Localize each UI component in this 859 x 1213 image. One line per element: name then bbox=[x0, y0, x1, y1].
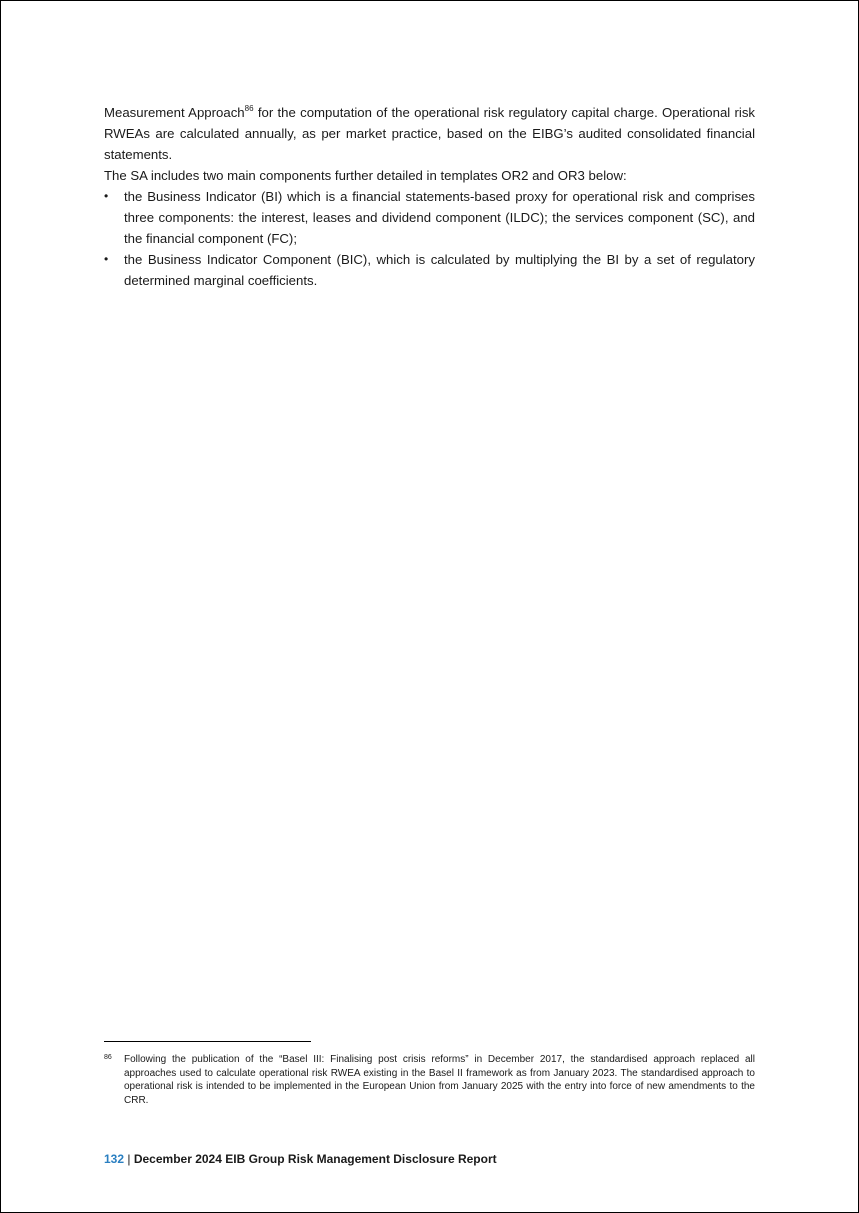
footnote-divider bbox=[104, 1041, 311, 1042]
bullet-item bbox=[104, 186, 755, 249]
paragraph1-rest: for the computation of the operational risk regulatory capital charge. Operational risk RWEAs are calculated annually, as per market practice, based on the EIBG’s audited consolidated financial statements. bbox=[104, 105, 756, 162]
footnote-text: Following the publication of the “Basel III: Finalising post crisis reforms” in December 2017, the standardised approach replaced all approaches used to calculate operational risk RWEA existing in the Basel II framework as from January 2023. The standardised approach to operational risk is intended to be implemented in the European Union from January 2025 with the entry into force of new amendments to the CRR. bbox=[124, 1054, 755, 1106]
bullet-text: the Business Indicator Component (BIC), which is calculated by multiplying the BI by a set of regulatory determined marginal coefficients. bbox=[124, 252, 755, 288]
page-footer bbox=[104, 1152, 497, 1166]
bullet-list bbox=[104, 186, 755, 291]
bullet-icon: • bbox=[104, 189, 109, 203]
footer-title: December 2024 EIB Group Risk Management Disclosure Report bbox=[133, 1152, 497, 1166]
footnote bbox=[104, 1053, 755, 1107]
page-number: 132 bbox=[104, 1152, 125, 1166]
paragraph1-lead: Measurement Approach bbox=[104, 105, 245, 120]
footer-separator: | bbox=[127, 1152, 131, 1166]
bullet-text: the Business Indicator (BI) which is a financial statements-based proxy for operational risk and comprises three components: the interest, leases and dividend component (ILDC); the services component (SC), and the financial component (FC); bbox=[124, 189, 755, 246]
footnote-reference[interactable]: 86 bbox=[244, 104, 254, 113]
bullet-icon: • bbox=[104, 252, 109, 266]
paragraph-sa-components: The SA includes two main components further detailed in templates OR2 and OR3 below: bbox=[104, 168, 627, 183]
body-content bbox=[104, 102, 755, 291]
footnote-number: 86 bbox=[104, 1054, 112, 1061]
bullet-item bbox=[104, 249, 755, 291]
paragraph-measurement-approach bbox=[104, 102, 755, 165]
